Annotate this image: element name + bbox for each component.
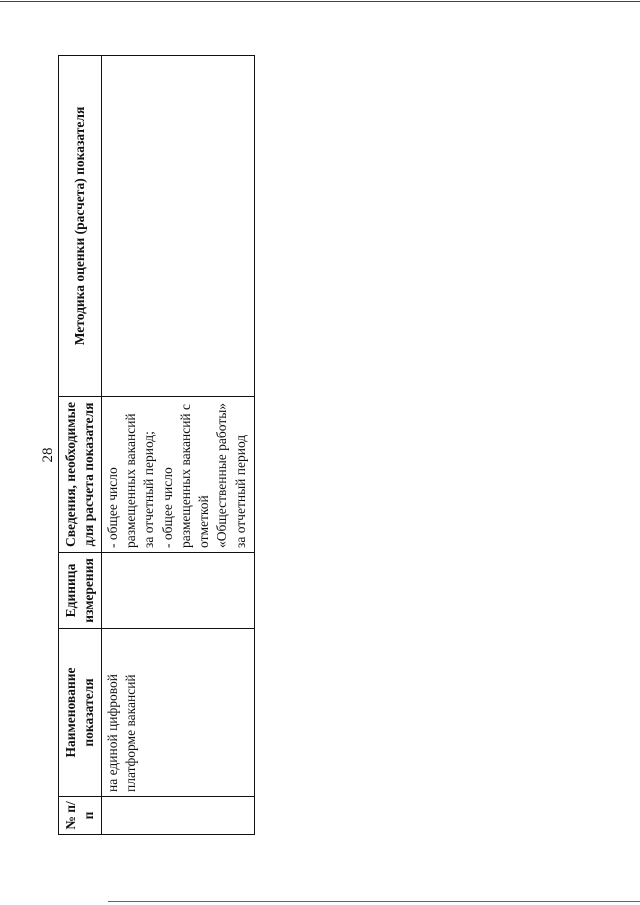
indicator-table — [58, 55, 255, 835]
info-line-1: - общее число размещенных вакансий за отчетный период; — [105, 413, 157, 548]
table-row — [102, 56, 255, 835]
cell-method — [102, 56, 255, 397]
cell-name: на единой цифровой платформе вакансий — [102, 629, 255, 797]
page-number: 28 — [40, 447, 56, 463]
header-unit: Единица измерения — [59, 553, 102, 629]
header-method: Методика оценки (расчета) показателя — [59, 56, 102, 397]
header-num: № п/п — [59, 797, 102, 835]
info-line-2: - общее число размещенных вакансий с отметкой «Общественные работы» за отчетный период — [159, 402, 248, 548]
cell-unit — [102, 553, 255, 629]
header-info: Сведения, необходимые для расчета показателя — [59, 397, 102, 553]
cell-info — [102, 397, 255, 553]
cell-num — [102, 797, 255, 835]
table-header-row — [59, 56, 102, 835]
header-name: Наименование показателя — [59, 629, 102, 797]
